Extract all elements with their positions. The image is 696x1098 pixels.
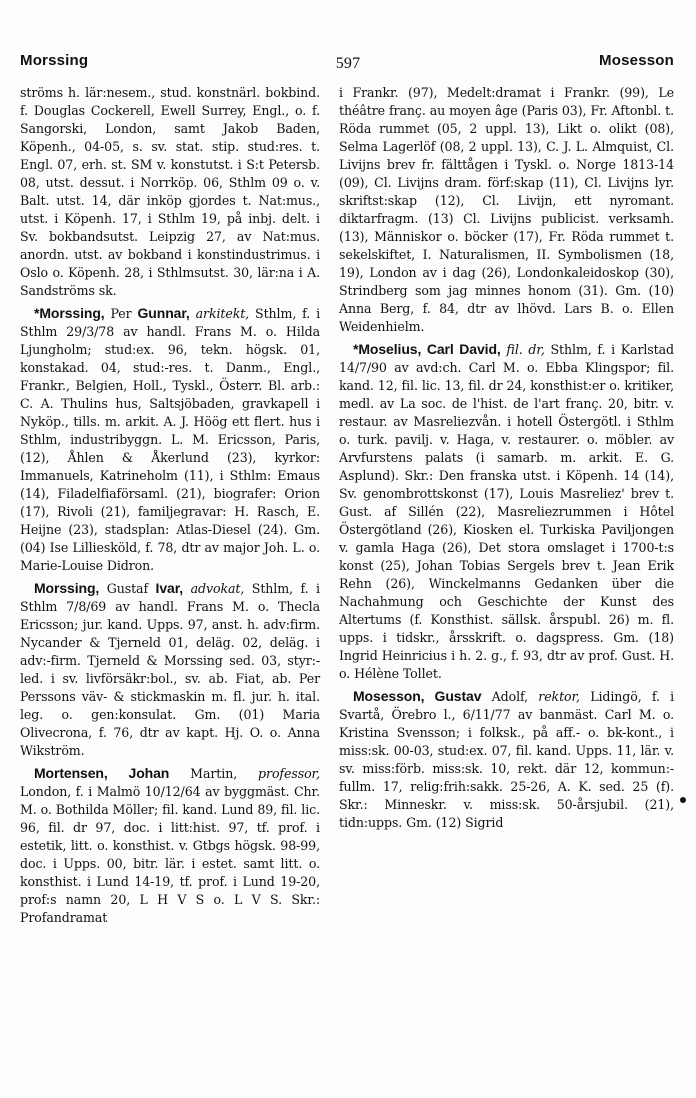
entry-call-name: Gunnar,	[137, 305, 190, 321]
entry-text: Sthlm, f. i Sthlm 7/8/69 av handl. Frans M. o. Thecla Ericsson; jur. kand. Upps. 97, anst. h. adv:firm. Nycander & Tjerneld 01, deläg. 02, deläg. i adv:-firm. Tjerneld & Morssing sed. 03, styr:-led. i sv. livförsäkr:bol., sv. ab. Fiat, ab. Per Perssons väv- & stickmaskin m. fl. jur. h. ital. leg. o. gen:konsulat. Gm. (01) Maria Olivecrona, f. 76, dtr av kapt. Hj. O. o. Anna Wikström.	[20, 581, 320, 758]
entry-text: Lidingö, f. i Svartå, Örebro l., 6/11/77 av banmäst. Carl M. o. Kristina Svensson; i folksk., på aff.- o. bk-kont., i miss:sk. 00-03, stud:ex. 07, fil. kand. Upps. 11, lär. v. sv. miss:förb. miss:sk. 10, rekt. där 12, kommun:-fullm. 17, relig:frih:sakk. 25-26, A. K. sed. 25 (f). Skr.: Minneskr. v. miss:sk. 50-årsjubil. (21), tidn:upps. Gm. (12) Sigrid	[339, 689, 675, 830]
entry-occupation: advokat,	[183, 581, 245, 596]
entry-given-name: Per	[104, 306, 138, 321]
entry-star: *	[34, 305, 40, 321]
entry-mosesson-gustav	[339, 687, 674, 832]
running-head-right: Mosesson	[599, 52, 674, 69]
entry-given-name: Gustaf	[99, 581, 156, 596]
entry-surname: Mortensen,	[34, 765, 108, 781]
entry-morssing-ivar	[20, 579, 320, 760]
entry-mortensen-johan	[20, 764, 320, 927]
entry-call-name: Johan	[107, 765, 170, 781]
entry-call-name: Gustav	[424, 688, 482, 704]
entry-surname: Mosesson,	[353, 688, 425, 704]
entry-morssing-gunnar	[20, 304, 320, 575]
entry-text: Sthlm, f. i Sthlm 29/3/78 av handl. Frans M. o. Hilda Ljungholm; stud:ex. 96, tekn. högsk. 01, konstakad. 04, stud:-res. t. Danm., Engl., Frankr., Belgien, Holl., Tyskl., Österr. Bl. arb.: C. A. Thulins hus, Saltsjöbaden, gravkapell i Nyköp., tills. m. arkit. A. J. Höög ett flert. hus i Sthlm, industribyggn. L. M. Ericsson, Paris, (12), Åhlen & Åkerlund (23), kyrkor: Immanuels, Katrineholm (11), i Sthlm: Emaus (14), Filadelfiaförsaml. (21), biografer: Orion (17), Rivoli (21), familjegravar: H. Rasch, E. Heijne (23), stadsplan: Atlas-Diesel (24). Gm. (04) Ise Lilliesköld, f. 78, dtr av major Joh. L. o. Marie-Louise Didron.	[20, 306, 320, 573]
page-number: 597	[335, 55, 361, 72]
entry-surname: Moselius,	[358, 341, 422, 357]
entry-star: *	[353, 341, 359, 357]
entry-surname: Morssing,	[39, 305, 105, 321]
running-head-left: Morssing	[20, 52, 89, 69]
entry-continuation: i Frankr. (97), Medelt:dramat i Frankr. (99), Le théâtre franç. au moyen âge (Paris 03), Fr. Aftonbl. t. Röda rummet (05, 2 uppl. 13), Likt o. olikt (08), Selma Lagerlöf (08, 2 uppl. 13), C. J. L. Almquist, Cl. Livijns brev fr. fälttågen i Tyskl. o. Norge 1813-14 (09), Cl. Livijns dram. förf:skap (11), Cl. Livijns lyr. skriftst:skap (12), Cl. Livijn, ett nyromant. diktarfragm. (13) Cl. Livijns publicist. verksamh. (13), Människor o. böcker (17), Fr. Röda rummet t. sekelskiftet, I. Naturalismen, II. Symbolismen (18, 19), London av i dag (26), Londonkaleidoskop (30), Strindberg som jag minnes honom (31). Gm. (10) Anna Berg, f. 84, dtr av lhövd. Lars B. o. Ellen Weidenhielm.	[339, 85, 674, 334]
entry-moselius-carl-david	[339, 340, 674, 683]
entry-occupation: rektor,	[528, 689, 580, 704]
entry-call-name: Ivar,	[155, 580, 184, 596]
entry-occupation: professor,	[237, 766, 320, 781]
right-column	[339, 84, 674, 832]
entry-text: London, f. i Malmö 10/12/64 av byggmäst. Chr. M. o. Bothilda Möller; fil. kand. Lund 89, fil. lic. 96, fil. dr 97, doc. i litt:hist. 97, tf. prof. i estetik, litt. o. konsthist. v. Gtbgs högsk. 98-99, doc. i Upps. 00, bitr. lär. i estet. samt litt. o. konsthist. i Lund 14-19, tf. prof. i Lund 19-20, prof:s namn 20, L H V S o. L V S. Skr.: Profandramat	[20, 784, 320, 925]
entry-given-name: Adolf,	[481, 689, 529, 704]
entry-given-name: Martin,	[169, 766, 238, 781]
entry-surname: Morssing,	[34, 580, 100, 596]
entry-call-name: Carl David,	[421, 341, 501, 357]
left-column	[20, 84, 320, 927]
margin-mark	[680, 797, 686, 803]
entry-occupation: arkitekt,	[189, 306, 250, 321]
entry-text: Sthlm, f. i Karlstad 14/7/90 av avd:ch. Carl M. o. Ebba Klingspor; fil. kand. 12, fil. lic. 13, fil. dr 24, konsthist:er o. kritiker, medl. av La soc. de l'hist. de l'art franç. 20, bitr. v. restaur. av Masreliezvån. i hotell Östergötl. i Sthlm o. turk. pavilj. v. Haga, v. restaurer. o. möbler. av Arvfurstens palats (i samarb. m. arkit. E. G. Asplund). Skr.: Den franska utst. i Köpenh. 14 (14), Sv. genombrottskonst (17), Louis Masreliez' brev t. Gust. af Sillén (22), Masreliezrummen i Hôtel Östergötland (26), Kiosken el. Turkiska Paviljongen v. gamla Haga (26), Det stora omslaget i 1700-t:s konst (25), Johan Tobias Sergels brev t. Jean Erik Rehn (26), Winckelmanns Gedanken über die Nachahmung och Geschichte der Kunst des Altertums (f. Konsthist. sällsk. årspubl. 26) m. fl. upps. i tidskr., årsskrift. o. dagspress. Gm. (18) Ingrid Heinricius i h. 2. g., f. 93, dtr av prof. Gust. H. o. Hélène Tollet.	[339, 342, 674, 681]
entry-continuation: ströms h. lär:nesem., stud. konstnärl. bokbind. f. Douglas Cockerell, Ewell Surrey, Engl., o. f. Sangorski, London, samt Jakob Baden, Köpenh., 04-05, s. sv. stat. stip. stud:res. t. Engl. 07, erh. st. SM v. konstutst. i S:t Petersb. 08, utst. dessut. i Norrköp. 06, Sthlm 09 o. v. Balt. utst. 14, där inköp gjordes t. Nat:mus., utst. i Köpenh. 17, i Sthlm 19, på inbj. delt. i Sv. bokbandsutst. Leipzig 27, av Nat:mus. anordn. utst. av bokband i konstindustrimus. i Oslo o. Köpenh. 28, i Sthlmsutst. 30, lär:na i A. Sandströms sk.	[20, 85, 320, 298]
entry-occupation: fil. dr,	[500, 342, 545, 357]
